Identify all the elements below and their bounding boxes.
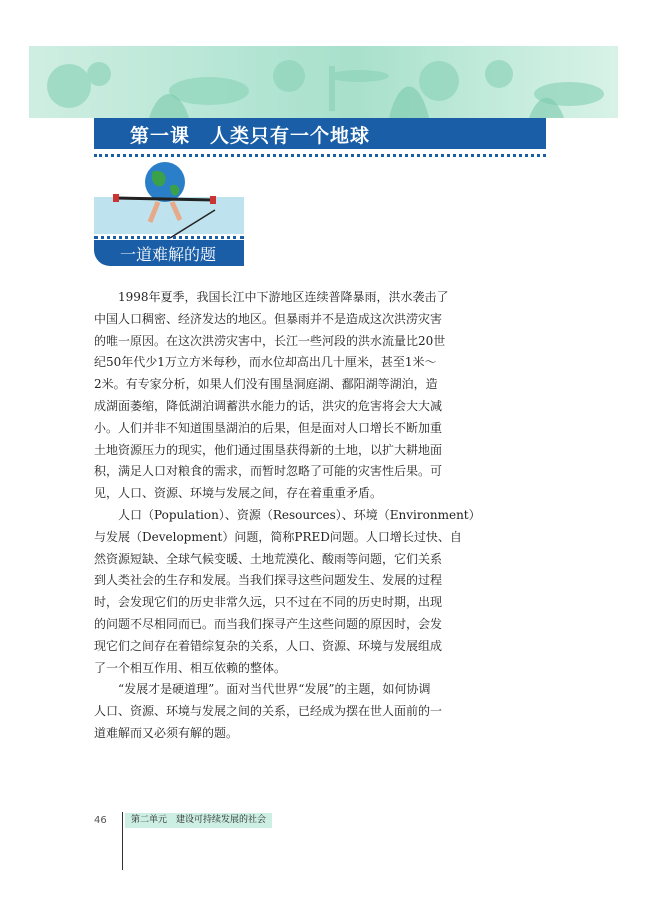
unit-label: 第二单元 建设可持续发展的社会 [125, 813, 272, 828]
paragraph [94, 505, 546, 679]
page-number: 46 [94, 815, 107, 826]
text-line: 见，人口、资源、环境与发展之间，存在着重重矛盾。 [94, 486, 383, 501]
header-banner [29, 46, 618, 118]
text-line: 了一个相互作用、相互依赖的整体。 [94, 660, 287, 675]
paragraph [94, 679, 546, 744]
text-line: 纪50年代少1万立方米每秒，而水位却高出几十厘米，甚至1米～ [94, 355, 437, 370]
text-line: 然资源短缺、全球气候变暖、土地荒漠化、酸雨等问题，它们关系 [94, 551, 443, 566]
text-line: 的唯一原因。在这次洪涝灾害中，长江一些河段的洪水流量比20世 [94, 333, 446, 348]
text-line: 积，满足人口对粮食的需求，而暂时忽略了可能的灾害性后果。可 [94, 464, 443, 479]
banner-illustration [29, 46, 618, 118]
section-dotted-divider [94, 236, 244, 239]
title-dotted-divider [94, 154, 546, 157]
text-line: 时，会发现它们的历史非常久远，只不过在不同的历史时期，出现 [94, 595, 443, 610]
lesson-title: 第一课 人类只有一个地球 [130, 125, 371, 147]
text-line: 小。人们并非不知道围垦湖泊的后果，但是面对人口增长不断加重 [94, 420, 443, 435]
section-title: 一道难解的题 [120, 245, 217, 264]
globe-tightrope-illustration [110, 160, 220, 240]
section-title-tab [94, 240, 244, 266]
text-line: 到人类社会的生存和发展。当我们探寻这些问题发生、发展的过程 [94, 573, 443, 588]
text-line: 2米。有专家分析，如果人们没有围垦洞庭湖、鄱阳湖等湖泊，造 [94, 377, 438, 392]
article-body [94, 287, 546, 745]
text-line: 与发展（Development）问题，简称PRED问题。人口增长过快、自 [94, 529, 462, 544]
text-line: 人口、资源、环境与发展之间的关系，已经成为摆在世人面前的一 [94, 704, 443, 719]
text-line: 成湖面萎缩，降低湖泊调蓄洪水能力的话，洪灾的危害将会大大减 [94, 398, 443, 413]
footer-vertical-rule [122, 812, 123, 870]
paragraph [94, 287, 546, 505]
text-line: “发展才是硬道理”。面对当代世界“发展”的主题，如何协调 [118, 682, 431, 697]
text-line: 人口（Population）、资源（Resources）、环境（Environment） [118, 507, 481, 522]
text-line: 现它们之间存在着错综复杂的关系，人口、资源、环境与发展组成 [94, 638, 443, 653]
lesson-title-bar [94, 118, 546, 149]
text-line: 中国人口稠密、经济发达的地区。但暴雨并不是造成这次洪涝灾害 [94, 311, 443, 326]
text-line: 土地资源压力的现实，他们通过围垦获得新的土地，以扩大耕地面 [94, 442, 443, 457]
text-line: 1998年夏季，我国长江中下游地区连续普降暴雨，洪水袭击了 [118, 290, 449, 304]
text-line: 的问题不尽相同而已。而当我们探寻产生这些问题的原因时，会发 [94, 616, 443, 631]
text-line: 道难解而又必须有解的题。 [94, 725, 239, 740]
